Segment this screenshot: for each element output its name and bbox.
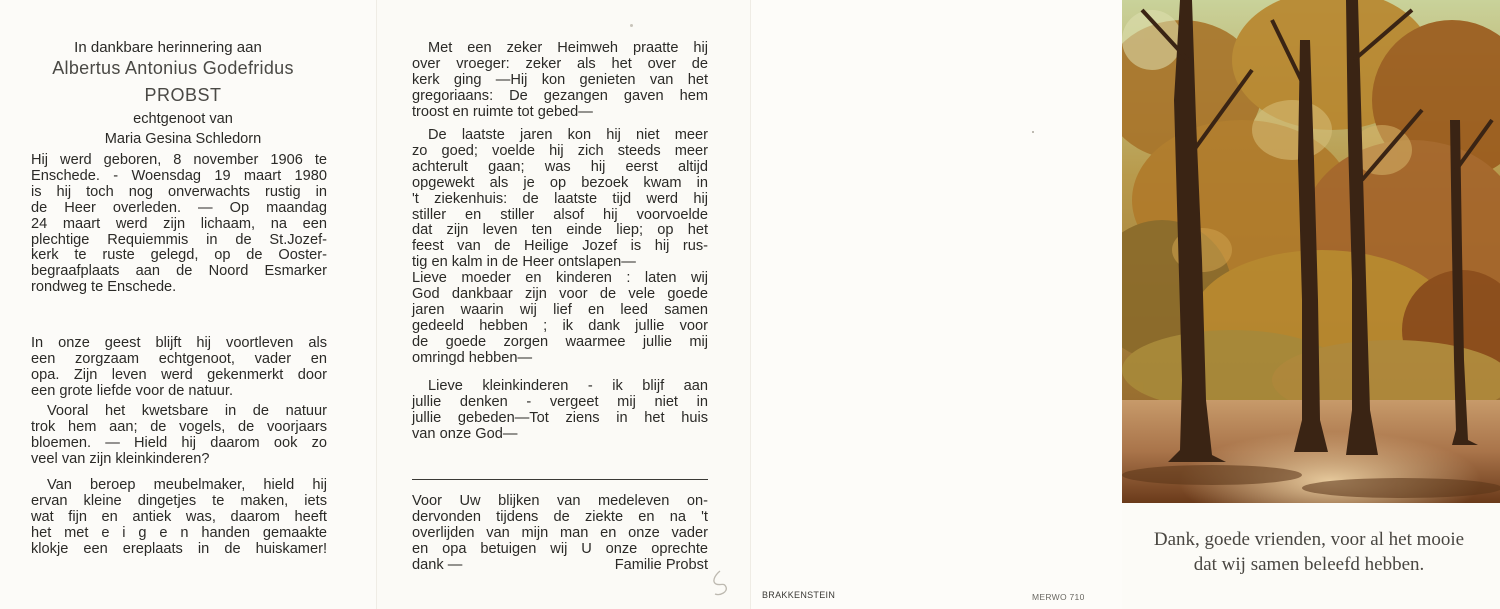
text-line: opgewekt als je op bezoek kwam in <box>412 174 708 191</box>
text-line: is hij toch nog onverwachts rustig in <box>31 183 327 200</box>
text-line: tig en kalm in de Heer ontslapen— <box>412 254 636 271</box>
text-line: God dankbaar zijn voor de vele goede <box>412 286 708 303</box>
text-line: en opa betuigen wij U onze oprechte <box>412 540 708 557</box>
deceased-given-names: Albertus Antonius Godefridus <box>52 58 294 78</box>
text-line: Met een zeker Heimweh praatte hij <box>428 40 708 56</box>
text-line: omringd hebben— <box>412 349 533 366</box>
text-line: over vroeger: zeker als het over de <box>412 55 708 72</box>
text-line: rondweg te Enschede. <box>31 279 177 296</box>
text-line: begraafplaats aan de Noord Esmarker <box>31 263 327 280</box>
text-line: Voor Uw blijken van medeleven on- <box>412 493 708 509</box>
text-line: klokje een ereplaats in de huiskamer! <box>31 540 327 557</box>
text-line: Hij werd geboren, 8 november 1906 te <box>31 152 327 168</box>
spouse-label: echtgenoot van <box>133 111 233 127</box>
spouse-name: Maria Gesina Schledorn <box>104 131 262 147</box>
text-line: van onze God— <box>412 425 518 442</box>
text-line: feest van de Heilige Jozef is hij rus- <box>412 238 708 255</box>
text-line: jaren waarin wij lief en leed samen <box>412 301 708 318</box>
print-code: MERWO 710 <box>1032 592 1085 602</box>
text-line: troost en ruimte tot gebed— <box>412 103 593 120</box>
autumn-forest-photo <box>1122 0 1500 503</box>
text-line: Van beroep meubelmaker, hield hij <box>47 477 327 493</box>
text-line: een zorgzaam echtgenoot, vader en <box>31 350 327 367</box>
last-years-paragraph <box>412 128 708 367</box>
thanks-paragraph <box>412 494 708 574</box>
speck <box>630 24 633 27</box>
caption-line: Dank, goede vrienden, voor al het mooie <box>1153 529 1465 550</box>
thanks-word: dank — <box>412 556 463 573</box>
text-line: dervonden tijdens de ziekte en na 't <box>412 508 708 525</box>
speck <box>1032 131 1034 133</box>
deceased-surname: PROBST <box>144 85 222 105</box>
text-line: trok hem aan; de vogels, de voorjaars <box>31 418 327 435</box>
text-line: achterult gaan; was hij eerst altijd <box>412 158 708 175</box>
text-line: overlijden van mijn man en onze vader <box>412 524 708 541</box>
text-line: kerk ging —Hij kon genieten van het <box>412 71 708 88</box>
bio-paragraph <box>31 153 327 296</box>
text-line: jullie gebeden—Tot ziens in het huis <box>412 409 708 426</box>
text-line: In onze geest blijft hij voortleven als <box>31 335 327 351</box>
thanks-last-line <box>412 558 708 574</box>
family-signature: Familie Probst <box>614 556 708 573</box>
text-line: het met e i g e n handen gemaakte <box>31 524 327 541</box>
text-line: Lieve moeder en kinderen : laten wij <box>412 270 708 287</box>
caption-line: dat wij samen beleefd hebben. <box>1193 554 1425 575</box>
text-line: opa. Zijn leven werd gekenmerkt door <box>31 366 327 383</box>
publisher-imprint: BRAKKENSTEIN <box>762 590 836 600</box>
text-line: bloemen. — Hield hij daarom ook zo <box>31 434 327 451</box>
divider-rule <box>412 479 708 480</box>
blank-panel <box>750 0 1123 609</box>
vulnerable-paragraph <box>31 404 327 468</box>
text-line: Vooral het kwetsbare in de natuur <box>47 403 327 419</box>
text-line: ervan kleine dingetjes te maken, iets <box>31 492 327 509</box>
text-line: Lieve kleinkinderen - ik blijf aan <box>428 378 708 394</box>
photo-caption <box>1128 527 1490 577</box>
text-line: de Heer overleden. — Op maandag <box>31 199 327 216</box>
text-line: 24 maart werd zijn lichaam, na een <box>31 215 327 232</box>
text-line: de goede zorgen waarmee jullie mij <box>412 333 708 350</box>
heimweh-paragraph <box>412 41 708 121</box>
text-line: jullie denken - vergeet mij niet in <box>412 393 708 410</box>
text-line: zo goed; voelde hij zich steeds meer <box>412 142 708 159</box>
in-memory-heading: In dankbare herinnering aan <box>74 39 262 56</box>
text-line: kerk te ruste gelegd, op de Ooster- <box>31 247 327 264</box>
text-line: een grote liefde voor de natuur. <box>31 382 234 399</box>
grandchildren-paragraph <box>412 379 708 443</box>
craft-paragraph <box>31 478 327 558</box>
text-line: veel van zijn kleinkinderen? <box>31 450 210 467</box>
text-line: Enschede. - Woensdag 19 maart 1980 <box>31 167 327 184</box>
text-line: wat fijn en antiek was, daarom heeft <box>31 508 327 525</box>
text-line: De laatste jaren kon hij niet meer <box>428 127 708 143</box>
text-line: gedeeld hebben ; ik dank jullie voor <box>412 317 708 334</box>
nature-paragraph <box>31 336 327 400</box>
pencil-mark <box>706 568 732 600</box>
text-line: 't ziekenhuis: de laatste tijd werd hij <box>412 190 708 207</box>
text-line: stiller en stiller alsof hij voorvoelde <box>412 206 708 223</box>
text-line: dat zijn leven ten einde liep; op het <box>412 222 708 239</box>
text-line: plechtige Requiemmis in de St.Jozef- <box>31 231 327 248</box>
text-line: gregoriaans: De gezangen gaven hem <box>412 87 708 104</box>
